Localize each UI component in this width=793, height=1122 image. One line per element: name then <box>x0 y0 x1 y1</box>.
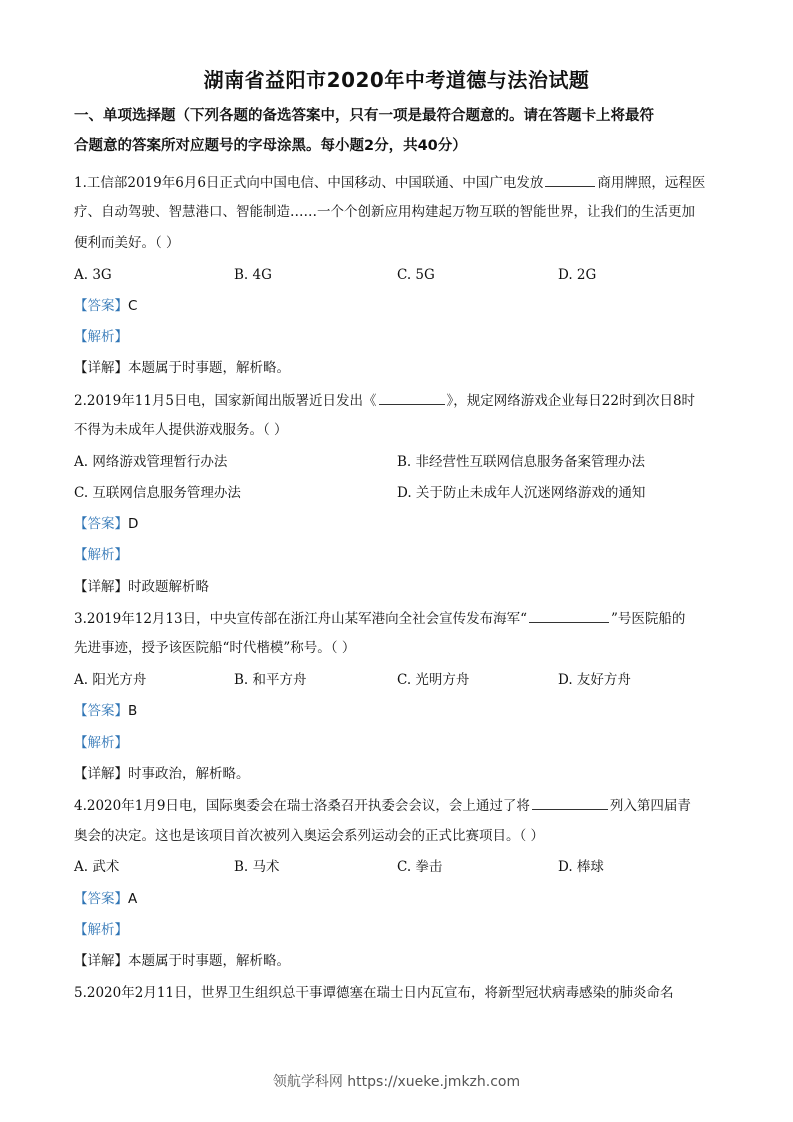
question-4-option-b: B. 马术 <box>234 859 280 875</box>
detail-label: 【详解】 <box>74 766 128 782</box>
question-3-answer <box>74 701 734 721</box>
question-4-line-1 <box>74 795 734 816</box>
question-3-option-b: B. 和平方舟 <box>234 672 307 688</box>
question-1-line-2: 疗、自动驾驶、智慧港口、智能制造……一个个创新应用构建起万物互联的智能世界，让我们的生活更加 <box>74 204 695 220</box>
question-2-option-c: C. 互联网信息服务管理办法 <box>74 485 241 501</box>
question-2-option-d: D. 关于防止未成年人沉迷网络游戏的通知 <box>397 485 646 501</box>
question-3-option-c: C. 光明方舟 <box>397 672 470 688</box>
question-1-line-3: 便利而美好。（ ） <box>74 235 180 251</box>
question-2-option-a: A. 网络游戏管理暂行办法 <box>74 454 228 470</box>
answer-value: D <box>128 516 139 532</box>
section-heading-line-2: 合题意的答案所对应题号的字母涂黑。每小题2分，共40分） <box>74 138 467 154</box>
question-1-text-b: 商用牌照，远程医 <box>597 175 706 191</box>
question-1-text-a: 1.工信部2019年6月6日正式向中国电信、中国移动、中国联通、中国广电发放 <box>74 175 544 191</box>
question-4-line-2: 奥会的决定。这也是该项目首次被列入奥运会系列运动会的正式比赛项目。（ ） <box>74 828 545 844</box>
answer-blank <box>379 390 445 405</box>
question-1-analysis <box>74 327 734 347</box>
question-3-detail <box>74 764 734 784</box>
answer-label: 【答案】 <box>74 516 128 532</box>
answer-label: 【答案】 <box>74 891 128 907</box>
answer-value: B <box>128 703 138 719</box>
question-1-option-d: D. 2G <box>558 267 597 283</box>
answer-value: C <box>128 298 138 314</box>
question-4-analysis <box>74 920 734 940</box>
detail-label: 【详解】 <box>74 579 128 595</box>
question-3-line-2: 先进事迹，授予该医院船“时代楷模”称号。（ ） <box>74 640 356 656</box>
question-1-option-a: A. 3G <box>74 267 112 283</box>
page-footer: 领航学科网 https://xueke.jmkzh.com <box>272 1074 521 1090</box>
question-4-text-b: 列入第四届青 <box>609 798 691 814</box>
answer-blank <box>529 608 609 623</box>
question-2-text-a: 2.2019年11月5日电，国家新闻出版署近日发出《 <box>74 393 377 409</box>
question-4-option-d: D. 棒球 <box>558 859 604 875</box>
question-3-option-a: A. 阳光方舟 <box>74 672 147 688</box>
answer-blank <box>545 172 595 187</box>
question-1-option-c: C. 5G <box>397 267 435 283</box>
question-2-analysis <box>74 545 734 565</box>
question-4-text-a: 4.2020年1月9日电，国际奥委会在瑞士洛桑召开执委会会议，会上通过了将 <box>74 798 530 814</box>
detail-label: 【详解】 <box>74 360 128 376</box>
question-4-option-a: A. 武术 <box>74 859 120 875</box>
page-title: 湖南省益阳市2020年中考道德与法治试题 <box>203 68 590 92</box>
question-2-line-1 <box>74 390 734 411</box>
question-2-detail <box>74 577 734 597</box>
question-4-answer <box>74 889 734 909</box>
question-3-analysis <box>74 733 734 753</box>
question-4-option-c: C. 拳击 <box>397 859 443 875</box>
question-3-text-a: 3.2019年12月13日，中央宣传部在浙江舟山某军港向全社会宣传发布海军“ <box>74 611 527 627</box>
answer-label: 【答案】 <box>74 298 128 314</box>
detail-text: 时事政治，解析略。 <box>128 766 250 782</box>
answer-value: A <box>128 891 138 907</box>
question-3-option-d: D. 友好方舟 <box>558 672 631 688</box>
question-4-detail <box>74 951 734 971</box>
question-1-option-b: B. 4G <box>234 267 272 283</box>
question-3-line-1 <box>74 608 734 629</box>
question-2-line-2: 不得为未成年人提供游戏服务。（ ） <box>74 422 288 438</box>
question-2-answer <box>74 514 734 534</box>
question-1-detail <box>74 358 734 378</box>
detail-text: 时政题解析略 <box>128 579 209 595</box>
question-1-line-1 <box>74 172 734 193</box>
answer-blank <box>532 795 608 810</box>
detail-label: 【详解】 <box>74 953 128 969</box>
question-2-text-b: 》，规定网络游戏企业每日22时到次日8时 <box>446 393 696 409</box>
question-5-line-1: 5.2020年2月11日，世界卫生组织总干事谭德塞在瑞士日内瓦宣布，将新型冠状病毒感染的肺炎命名 <box>74 985 674 1001</box>
analysis-label: 【解析】 <box>74 329 128 345</box>
detail-text: 本题属于时事题，解析略。 <box>128 360 290 376</box>
answer-label: 【答案】 <box>74 703 128 719</box>
analysis-label: 【解析】 <box>74 922 128 938</box>
analysis-label: 【解析】 <box>74 547 128 563</box>
question-2-option-b: B. 非经营性互联网信息服务备案管理办法 <box>397 454 646 470</box>
question-3-text-b: ”号医院船的 <box>611 611 686 627</box>
question-1-answer <box>74 296 734 316</box>
analysis-label: 【解析】 <box>74 735 128 751</box>
section-heading-line-1: 一、单项选择题（下列各题的备选答案中，只有一项是最符合题意的。请在答题卡上将最符 <box>74 108 654 124</box>
detail-text: 本题属于时事题，解析略。 <box>128 953 290 969</box>
